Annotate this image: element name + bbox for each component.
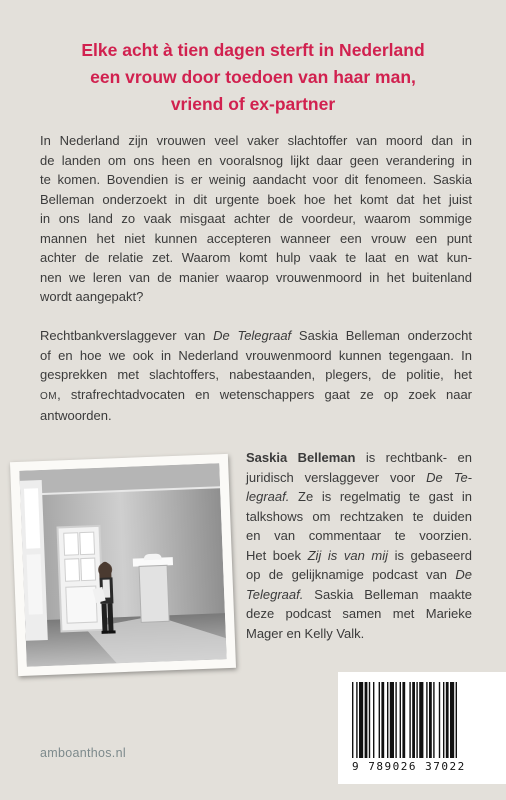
blurb-line: te komen. Bovendien is er weinig aandacht voor dit fenomeen. Saskia xyxy=(40,172,472,187)
tagline-line-1: Elke acht à tien dagen sterft in Nederland xyxy=(81,40,425,60)
barcode-bar xyxy=(365,682,368,758)
barcode-bar xyxy=(400,682,401,758)
research-line: Rechtbankverslaggever van De Telegraaf Saskia Belleman onderzocht xyxy=(40,328,472,343)
bio-line: deze podcast samen met Marieke xyxy=(246,606,472,621)
barcode-bar xyxy=(443,682,444,758)
barcode-bar xyxy=(390,682,394,758)
barcode-bar xyxy=(419,682,423,758)
blurb-line: de landen om ons heen en vooralsnog lijkt daar geen verandering in xyxy=(40,152,472,168)
bio-line: op de gelijknamige podcast van De xyxy=(246,567,472,582)
author-bio xyxy=(246,448,472,643)
barcode-bar xyxy=(387,682,388,758)
author-name: Saskia Belleman xyxy=(246,450,356,465)
research-line: of en hoe we ook in Nederland vrouwenmoord kunnen tegengaan. In xyxy=(40,347,472,363)
bio-line: Mager en Kelly Valk. xyxy=(246,625,365,641)
bio-line: talkshows om rechtzaken te duiden xyxy=(246,508,472,524)
barcode-bar xyxy=(359,682,363,758)
bio-line: Saskia Belleman is rechtbank- en xyxy=(246,450,472,465)
bio-line: Het boek Zij is van mij is gebaseerd xyxy=(246,547,472,563)
barcode-bar xyxy=(369,682,370,758)
author-photo-image xyxy=(19,463,226,667)
barcode-bar xyxy=(450,682,454,758)
research-line: antwoorden. xyxy=(40,408,112,423)
barcode-bar xyxy=(381,682,384,758)
blurb-line: achter de relatie zet. Waarom komt hulp vaak te laat en wat kun- xyxy=(40,250,472,265)
barcode-bar xyxy=(402,682,405,758)
blurb-line: in ons land zo vaak misgaat achter de voordeur, waarom sommige xyxy=(40,211,472,226)
barcode-bar xyxy=(433,682,434,758)
research-line: OM, strafrechtadvocaten en wetenschappers gaat ze op zoek naar xyxy=(40,386,472,402)
bio-line: legraaf. Ze is regelmatig te gast in xyxy=(246,489,472,504)
bio-line: Telegraaf. Saskia Belleman maakte xyxy=(246,586,472,602)
barcode-number: 9 789026 37022 xyxy=(352,760,466,773)
blurb-line: mannen het niet kunnen accepteren wanneer een vrouw een punt xyxy=(40,230,472,246)
blurb-line: wordt aangepakt? xyxy=(40,289,144,304)
barcode-bar xyxy=(426,682,427,758)
barcode-bar xyxy=(439,682,440,758)
blurb-line: Belleman onderzoekt in dit urgente boek hoe het komt dat het juist xyxy=(40,191,472,207)
barcode-bar xyxy=(446,682,449,758)
barcode xyxy=(338,672,506,784)
barcode-bars xyxy=(350,682,500,760)
barcode-bar xyxy=(395,682,396,758)
barcode-bar xyxy=(379,682,380,758)
blurb-paragraph xyxy=(40,131,472,307)
barcode-bar xyxy=(356,682,357,758)
barcode-bar xyxy=(456,682,457,758)
barcode-bar xyxy=(352,682,353,758)
blurb-line: In Nederland zijn vrouwen veel vaker slachtoffer van moord dan in xyxy=(40,133,472,148)
barcode-bar xyxy=(416,682,417,758)
bio-line: en van commentaar te voorzien. xyxy=(246,528,472,543)
tagline-line-2: een vrouw door toedoen van haar man, xyxy=(90,67,416,87)
author-photo xyxy=(10,454,236,676)
barcode-bar xyxy=(412,682,415,758)
barcode-bar xyxy=(409,682,410,758)
publisher-website: amboanthos.nl xyxy=(40,746,126,760)
research-paragraph xyxy=(40,326,472,426)
research-line: gesprekken met slachtoffers, nabestaanden, plegers, de politie, het xyxy=(40,367,472,382)
barcode-bar xyxy=(429,682,432,758)
blurb-line: nen we leren van de manier waarop vrouwenmoord in het buitenland xyxy=(40,269,472,285)
barcode-bar xyxy=(373,682,374,758)
bio-line: juridisch verslaggever voor De Te- xyxy=(246,469,472,485)
tagline-line-3: vriend of ex-partner xyxy=(170,94,336,114)
tagline xyxy=(40,37,466,118)
